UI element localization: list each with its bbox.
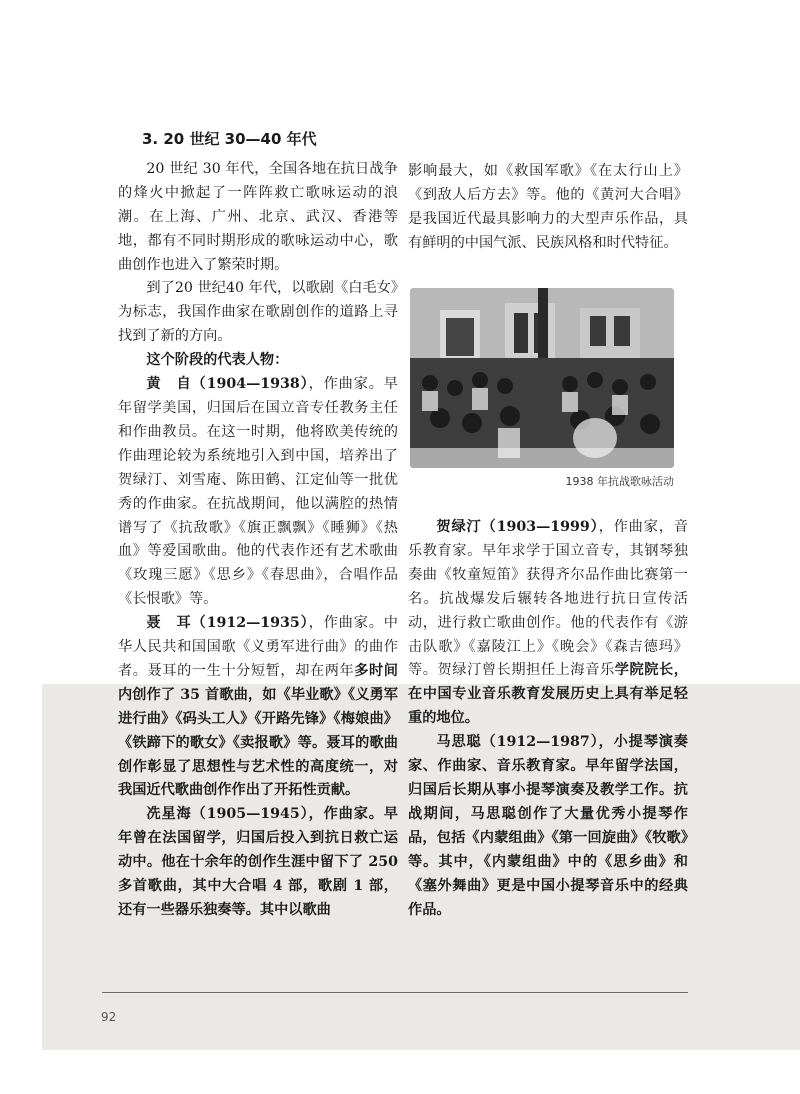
paragraph-xian-xinghai [118,803,398,923]
text-he-luting-shaded: 学院院长，在中国专业音乐教育发展历史上具有举足轻重的地位。 [408,662,688,727]
text-xian-xinghai: ，作曲家。早年曾在法国留学，归国后投入到抗日救亡运动中。他在十余年的创作生涯中留下了 250 多首歌曲，其中大合唱 4 部，歌剧 1 部，还有一些器乐独奏等。其中以歌曲 [118,806,398,918]
paragraph-intro: 20 世纪 30 年代，全国各地在抗日战争的烽火中掀起了一阵阵救亡歌咏运动的浪潮。在上海、广州、北京、武汉、香港等地，都有不同时期形成的歌咏运动中心，歌曲创作也进入了繁荣时期。 [118,160,398,273]
right-column-bottom [408,516,688,922]
paragraph-huang-zi [118,373,398,612]
name-he-luting: 贺绿汀（1903—1999） [436,519,599,535]
page-number: 92 [101,1010,117,1024]
text-huang-zi: ，作曲家。早年留学美国，归国后在国立音专任教务主任和作曲教员。在这一时期，他将欧美传统的作曲理论较为系统地引入到中国，培养出了贺绿汀、刘雪庵、陈田鹤、江定仙等一批优秀的作曲家。在抗战期间，他以满腔的热情谱写了《抗敌歌》《旗正飘飘》《睡狮》《热血》等爱国歌曲。他的代表作还有艺术歌曲《玫瑰三愿》《思乡》《春思曲》，合唱作品《长恨歌》等。 [118,376,398,608]
paragraph-representatives: 这个阶段的代表人物： [146,352,289,369]
paragraph-opera: 到了20 世纪40 年代，以歌剧《白毛女》为标志，我国作曲家在歌剧创作的道路上寻找到了新的方向。 [118,280,398,345]
name-xian-xinghai: 冼星海（1905—1945） [146,806,309,823]
photo-caption: 1938 年抗战歌咏活动 [565,475,674,488]
photo-image [410,288,674,468]
footer-rule [102,992,688,993]
paragraph-ma-sicong [408,731,688,922]
paragraph-nie-er [118,612,398,803]
name-ma-sicong: 马思聪（1912—1987） [436,734,599,751]
left-column [118,128,398,923]
text-he-luting: ，作曲家，音乐教育家。早年求学于国立音专，其钢琴独奏曲《牧童短笛》获得齐尔品作曲比赛第一名。抗战爆发后辗转各地进行抗日宣传活动，进行救亡歌曲创作。他的代表作有《游击队歌》《嘉陵江上》《晚会》《森吉德玛》等。贺绿汀曾长期担任上海音乐 [408,519,688,679]
section-heading: 3. 20 世纪 30—40 年代 [142,130,317,148]
name-huang-zi: 黄 自（1904—1938） [146,376,309,393]
right-column-top [408,160,688,256]
text-nie-er-shaded: 多时间内创作了 35 首歌曲，如《毕业歌》《义勇军进行曲》《码头工人》《开路先锋》《梅娘曲》《铁蹄下的歌女》《卖报歌》等。聂耳的歌曲创作彰显了思想性与艺术性的高度统一，对我国近代歌曲创作作出了开拓性贡献。 [118,662,398,799]
name-nie-er: 聂 耳（1912—1935） [146,615,309,632]
paragraph-he-luting [408,516,688,731]
paragraph-xian-continued: 影响最大，如《救国军歌》《在太行山上》《到敌人后方去》等。他的《黄河大合唱》是我国近代最具影响力的大型声乐作品，具有鲜明的中国气派、民族风格和时代特征。 [408,163,688,251]
text-ma-sicong: ，小提琴演奏家、作曲家、音乐教育家。早年留学法国，归国后长期从事小提琴演奏及教学工作。抗战期间，马思聪创作了大量优秀小提琴作品，包括《内蒙组曲》《第一回旋曲》《牧歌》等。其中，《内蒙组曲》中的《思乡曲》和《塞外舞曲》更是中国小提琴音乐中的经典作品。 [408,734,688,918]
historical-photo [410,288,674,468]
text-nie-er: ，作曲家。中华人民共和国国歌《义勇军进行曲》的曲作者。聂耳的一生十分短暂，却在两年 [118,615,398,679]
